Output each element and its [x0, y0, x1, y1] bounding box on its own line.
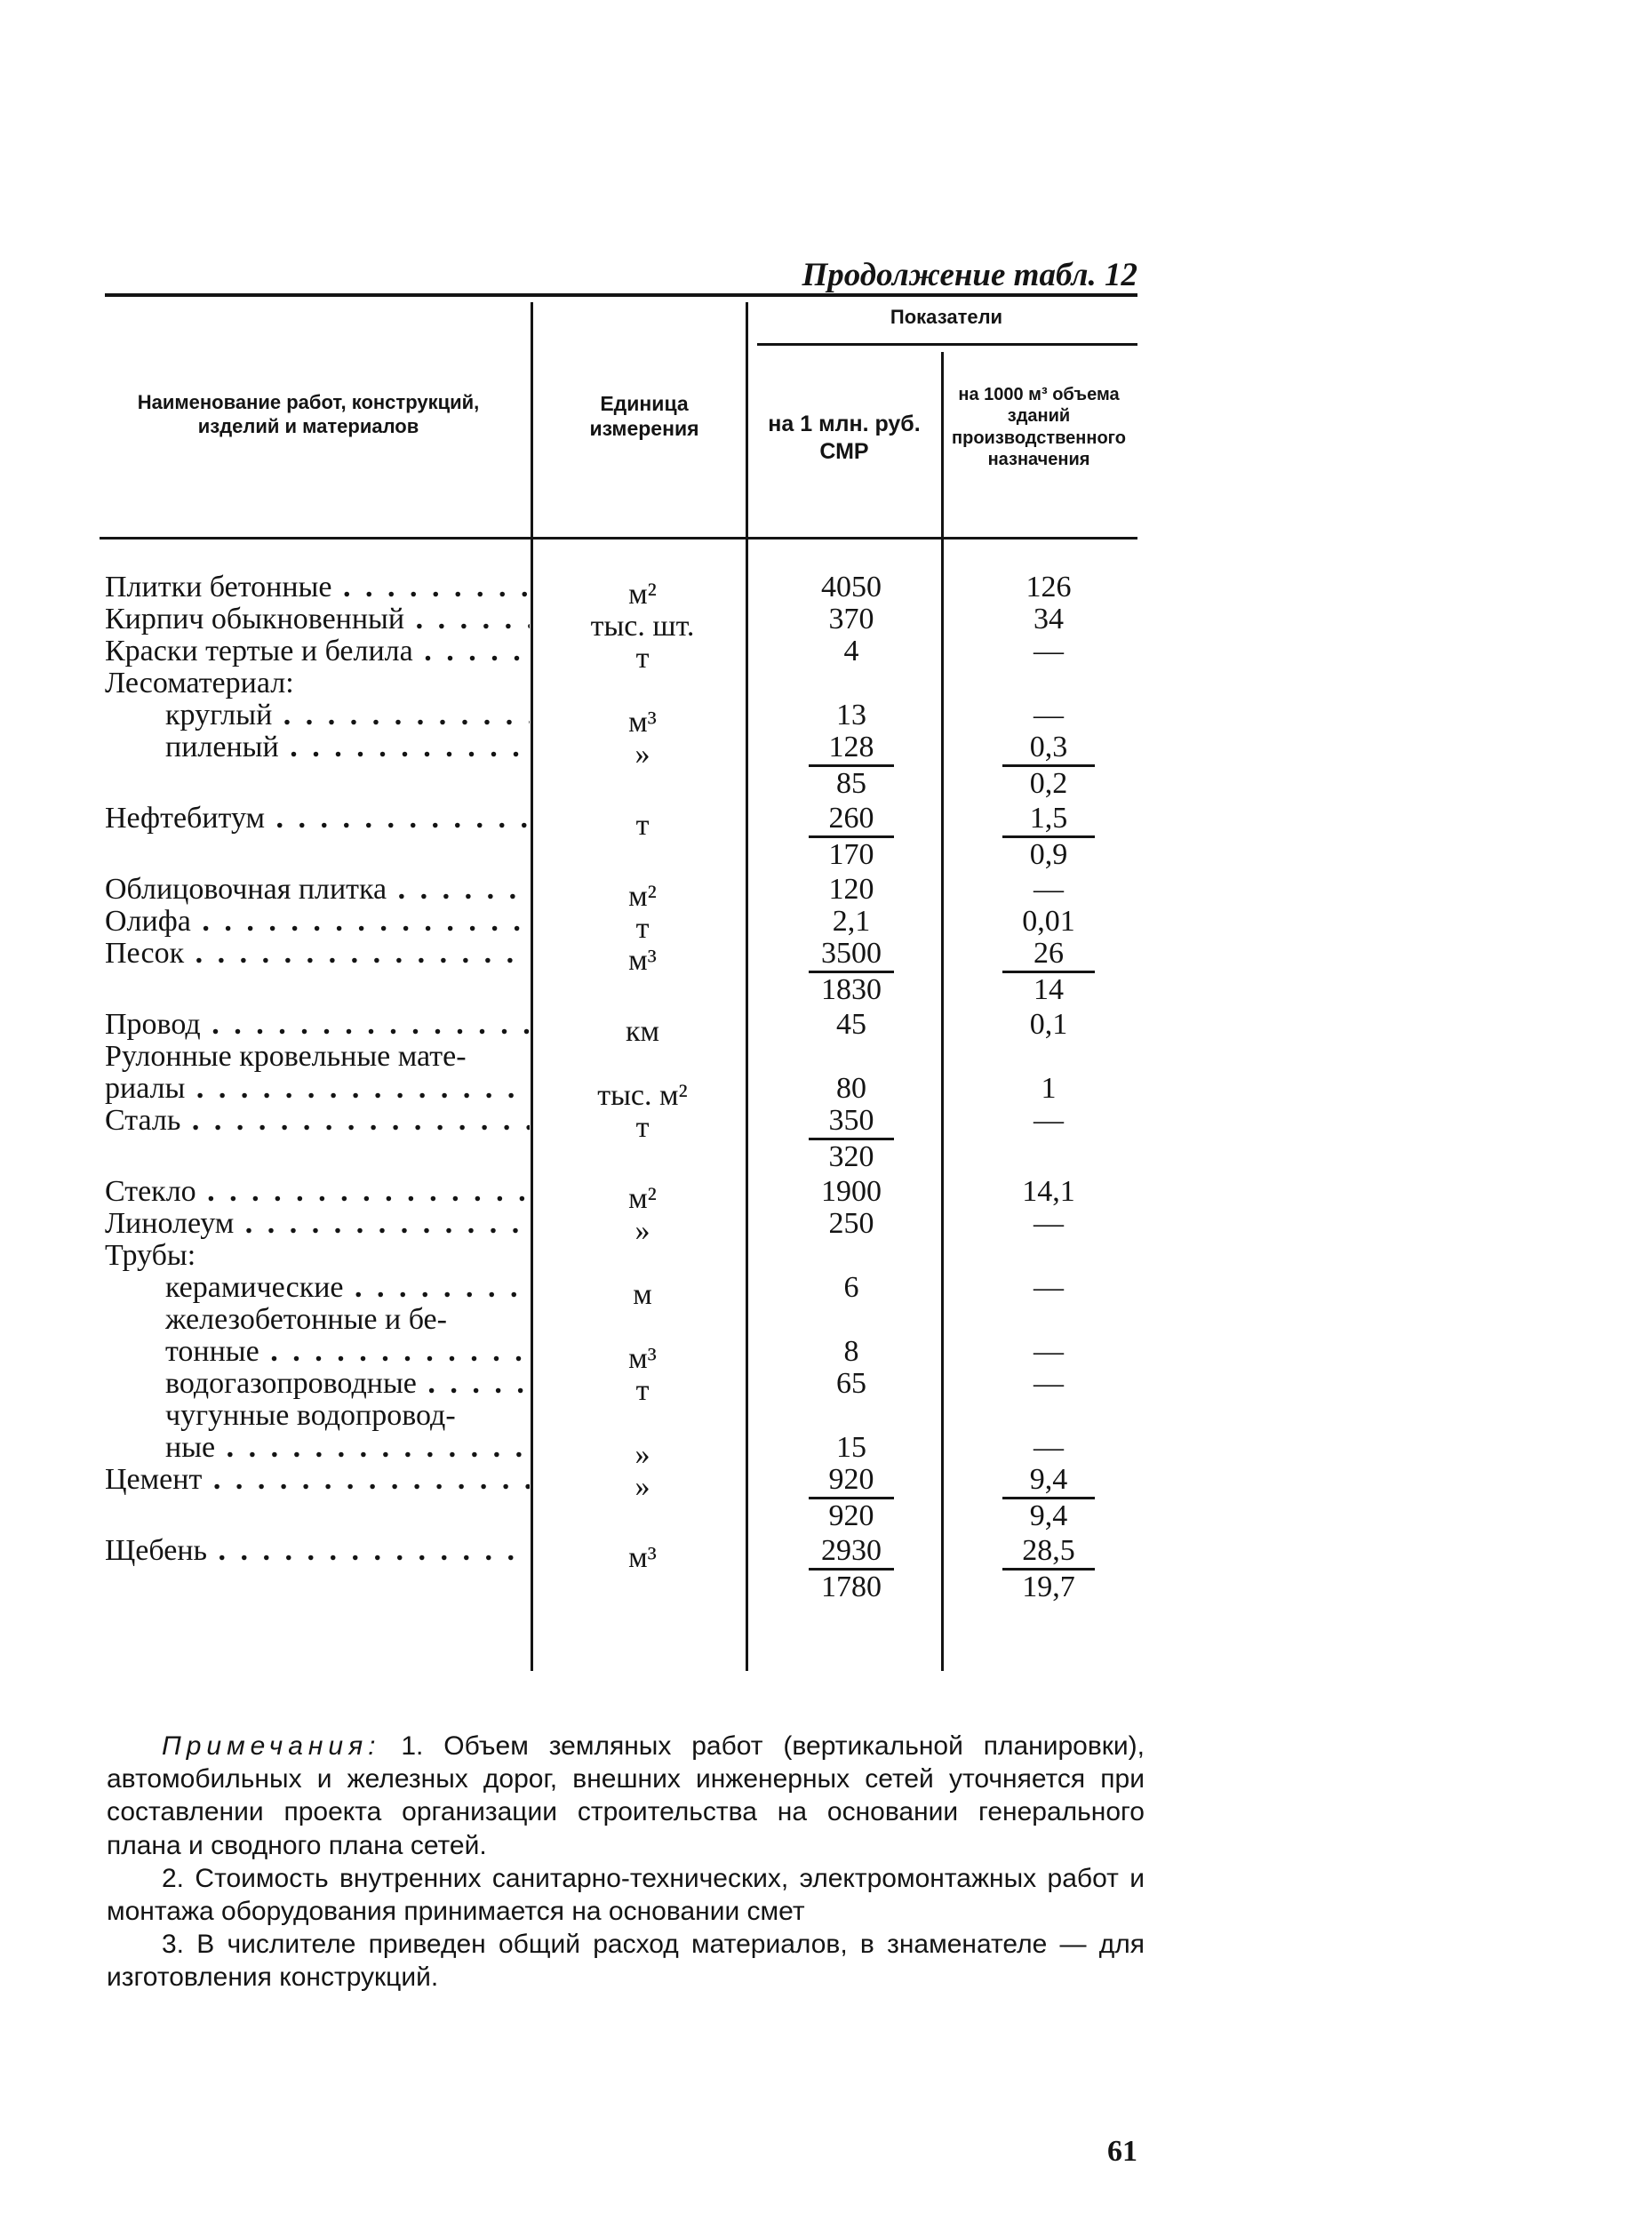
row-unit: м² — [628, 578, 657, 611]
header-unit-column: Единица измерения — [589, 392, 699, 441]
numerator: — — [1033, 873, 1064, 906]
numerator: 370 — [828, 603, 874, 635]
row-name: Цемент . . . — [105, 1463, 530, 1497]
row-value-per-million — [755, 571, 947, 604]
row-value-per-million — [755, 1104, 947, 1174]
row-value-per-1000 — [951, 1367, 1146, 1401]
row-name: тонные . . . — [165, 1335, 530, 1369]
table-row — [0, 873, 1652, 913]
note-2: 2. Стоимость внутренних санитарно-технических, электромонтажных работ и монтажа оборудования принимается на основании смет — [107, 1863, 1145, 1926]
denominator: 85 — [836, 767, 866, 800]
table-row — [0, 802, 1652, 871]
row-value-per-million — [755, 1008, 947, 1042]
row-name: Сталь . . . — [105, 1104, 530, 1138]
row-value-per-1000 — [951, 1207, 1146, 1241]
row-name: ные . . . — [165, 1431, 530, 1465]
row-value-per-1000 — [951, 1463, 1146, 1533]
row-value-per-million — [755, 1175, 947, 1209]
row-value-per-1000 — [951, 873, 1146, 907]
numerator: 34 — [1033, 603, 1064, 635]
row-name: Нефтебитум . . . — [105, 802, 530, 835]
row-value-per-million — [755, 937, 947, 1007]
row-value-per-1000 — [951, 937, 1146, 1007]
row-value-per-million — [755, 699, 947, 732]
row-unit: м³ — [628, 1541, 657, 1574]
table-row — [0, 571, 1652, 611]
row-unit: » — [634, 1438, 650, 1471]
row-value-per-1000 — [951, 1271, 1146, 1305]
table-row — [0, 1303, 1652, 1335]
row-unit: т — [635, 642, 650, 675]
table-row — [0, 603, 1652, 643]
numerator: 15 — [836, 1431, 866, 1464]
header-per-million: на 1 млн. руб. СМР — [768, 412, 921, 464]
row-name: чугунные водопровод- — [165, 1399, 456, 1432]
row-value-per-1000 — [951, 1335, 1146, 1369]
row-unit: м² — [628, 1182, 657, 1215]
header-per-1000: на 1000 м³ объема зданий производственного назначения — [952, 385, 1126, 470]
note-1 — [107, 1730, 1145, 1862]
row-value-per-million — [755, 635, 947, 668]
row-name: пиленый . . . — [165, 731, 530, 764]
table-row — [0, 699, 1652, 739]
numerator: — — [1033, 1104, 1064, 1137]
row-name: Трубы: — [105, 1239, 196, 1272]
table-row — [0, 635, 1652, 675]
table-caption: Продолжение табл. 12 — [802, 257, 1137, 293]
row-value-per-1000 — [951, 802, 1146, 872]
row-name: Плитки бетонные . . . — [105, 571, 530, 604]
row-name: Кирпич обыкновенный . . . — [105, 603, 530, 636]
numerator: — — [1033, 635, 1064, 667]
numerator: 2,1 — [832, 905, 871, 938]
row-name: Краски тертые и белила . . . — [105, 635, 530, 668]
table-row — [0, 937, 1652, 1006]
row-value-per-million — [755, 1207, 947, 1241]
row-unit: тыс. м² — [597, 1079, 688, 1112]
numerator: 9,4 — [1029, 1463, 1068, 1496]
numerator: 14,1 — [1022, 1175, 1075, 1208]
numerator: 0,01 — [1022, 905, 1075, 938]
numerator: — — [1033, 1207, 1064, 1240]
row-name: керамические . . . — [165, 1271, 530, 1305]
row-name: Стекло . . . — [105, 1175, 530, 1209]
denominator: 0,9 — [1029, 838, 1068, 871]
row-unit: т — [635, 809, 650, 842]
row-unit: » — [634, 1214, 650, 1247]
table-row — [0, 731, 1652, 800]
table-row — [0, 1271, 1652, 1311]
row-unit: м — [633, 1278, 652, 1311]
numerator: 0,1 — [1029, 1008, 1068, 1041]
denominator: 1830 — [821, 973, 882, 1006]
numerator: 1 — [1041, 1072, 1057, 1105]
row-name: Олифа . . . — [105, 905, 530, 939]
row-value-per-million — [755, 1431, 947, 1465]
note-3: 3. В числителе приведен общий расход материалов, в знаменателе — для изготовления конструкций. — [107, 1930, 1145, 1993]
denominator: 170 — [828, 838, 874, 871]
row-name: Рулонные кровельные мате- — [105, 1040, 467, 1073]
numerator: 350 — [828, 1104, 874, 1137]
row-unit: м³ — [628, 706, 657, 739]
row-unit: м³ — [628, 1342, 657, 1375]
indicators-rule — [757, 343, 1137, 346]
row-value-per-million — [755, 1072, 947, 1106]
row-unit: т — [635, 1111, 650, 1144]
denominator: 0,2 — [1029, 767, 1068, 800]
page-number: 61 — [1107, 2135, 1137, 2168]
row-value-per-million — [755, 802, 947, 872]
numerator: 65 — [836, 1367, 866, 1400]
row-value-per-1000 — [951, 603, 1146, 636]
numerator: 0,3 — [1029, 731, 1068, 763]
denominator: 19,7 — [1022, 1571, 1075, 1603]
numerator: 3500 — [821, 937, 882, 970]
row-unit: м³ — [628, 944, 657, 977]
row-name: круглый . . . — [165, 699, 530, 732]
note-1-text: 1. Объем земляных работ (вертикальной планировки), автомобильных и железных дорог, внешних инженерных сетей уточняется при составлении проекта организации строительства на основании генерального плана и сводного плана сетей. — [107, 1731, 1145, 1860]
table-row — [0, 1040, 1652, 1072]
denominator: 14 — [1033, 973, 1064, 1006]
row-value-per-million — [755, 1534, 947, 1604]
notes-section — [107, 1730, 1145, 1994]
numerator: 8 — [843, 1335, 859, 1368]
row-name: Облицовочная плитка . . . — [105, 873, 530, 907]
denominator: 920 — [828, 1499, 874, 1532]
row-value-per-million — [755, 731, 947, 801]
denominator: 1780 — [821, 1571, 882, 1603]
table-row — [0, 1175, 1652, 1215]
row-name: Линолеум . . . — [105, 1207, 530, 1241]
table-row — [0, 1534, 1652, 1603]
numerator: 13 — [836, 699, 866, 731]
row-unit: » — [634, 1470, 650, 1503]
table-row — [0, 905, 1652, 945]
row-value-per-1000 — [951, 1008, 1146, 1042]
numerator: 45 — [836, 1008, 866, 1041]
table-row — [0, 1239, 1652, 1271]
numerator: 4 — [843, 635, 859, 667]
row-name: риалы . . . — [105, 1072, 530, 1106]
row-value-per-million — [755, 1367, 947, 1401]
denominator: 9,4 — [1029, 1499, 1068, 1532]
row-unit: т — [635, 912, 650, 945]
numerator: — — [1033, 699, 1064, 731]
table-row — [0, 1008, 1652, 1048]
row-value-per-1000 — [951, 731, 1146, 801]
row-value-per-1000 — [951, 635, 1146, 668]
table-top-rule — [105, 293, 1137, 297]
table-row — [0, 1431, 1652, 1471]
row-unit: » — [634, 738, 650, 771]
row-value-per-1000 — [951, 905, 1146, 939]
numerator: — — [1033, 1367, 1064, 1400]
table-row — [0, 1104, 1652, 1173]
table-row — [0, 1399, 1652, 1431]
row-name: Лесоматериал: — [105, 667, 294, 699]
numerator: 128 — [828, 731, 874, 763]
header-indicators: Показатели — [890, 306, 1003, 328]
row-unit: км — [625, 1015, 660, 1048]
row-name: Щебень . . . — [105, 1534, 530, 1568]
row-name: водогазопроводные . . . — [165, 1367, 530, 1401]
numerator: 4050 — [821, 571, 882, 603]
row-value-per-million — [755, 905, 947, 939]
table-row — [0, 1367, 1652, 1407]
row-value-per-1000 — [951, 699, 1146, 732]
row-unit: м² — [628, 880, 657, 913]
row-value-per-million — [755, 873, 947, 907]
denominator: 320 — [828, 1140, 874, 1173]
numerator: — — [1033, 1335, 1064, 1368]
row-value-per-1000 — [951, 1104, 1146, 1138]
numerator: 2930 — [821, 1534, 882, 1567]
table-row — [0, 667, 1652, 699]
table-row — [0, 1072, 1652, 1112]
row-unit: т — [635, 1374, 650, 1407]
notes-lead: Примечания: — [162, 1731, 381, 1761]
numerator: 28,5 — [1022, 1534, 1075, 1567]
header-name-column: Наименование работ, конструкций, изделий и материалов — [137, 391, 480, 437]
row-value-per-1000 — [951, 1534, 1146, 1604]
row-value-per-1000 — [951, 1431, 1146, 1465]
numerator: 1900 — [821, 1175, 882, 1208]
row-value-per-million — [755, 603, 947, 636]
numerator: 26 — [1033, 937, 1064, 970]
numerator: 6 — [843, 1271, 859, 1304]
numerator: 126 — [1026, 571, 1072, 603]
numerator: — — [1033, 1431, 1064, 1464]
row-value-per-1000 — [951, 1175, 1146, 1209]
header-bottom-rule — [100, 537, 1137, 540]
row-unit: тыс. шт. — [590, 610, 695, 643]
numerator: 920 — [828, 1463, 874, 1496]
numerator: — — [1033, 1271, 1064, 1304]
row-name: Песок . . . — [105, 937, 530, 971]
row-name: Провод . . . — [105, 1008, 530, 1042]
row-value-per-1000 — [951, 571, 1146, 604]
row-value-per-million — [755, 1335, 947, 1369]
table-row — [0, 1207, 1652, 1247]
row-value-per-million — [755, 1463, 947, 1533]
row-value-per-million — [755, 1271, 947, 1305]
row-name: железобетонные и бе- — [165, 1303, 447, 1336]
numerator: 1,5 — [1029, 802, 1068, 835]
numerator: 80 — [836, 1072, 866, 1105]
table-row — [0, 1335, 1652, 1375]
table-row — [0, 1463, 1652, 1532]
numerator: 250 — [828, 1207, 874, 1240]
numerator: 260 — [828, 802, 874, 835]
row-value-per-1000 — [951, 1072, 1146, 1106]
numerator: 120 — [828, 873, 874, 906]
